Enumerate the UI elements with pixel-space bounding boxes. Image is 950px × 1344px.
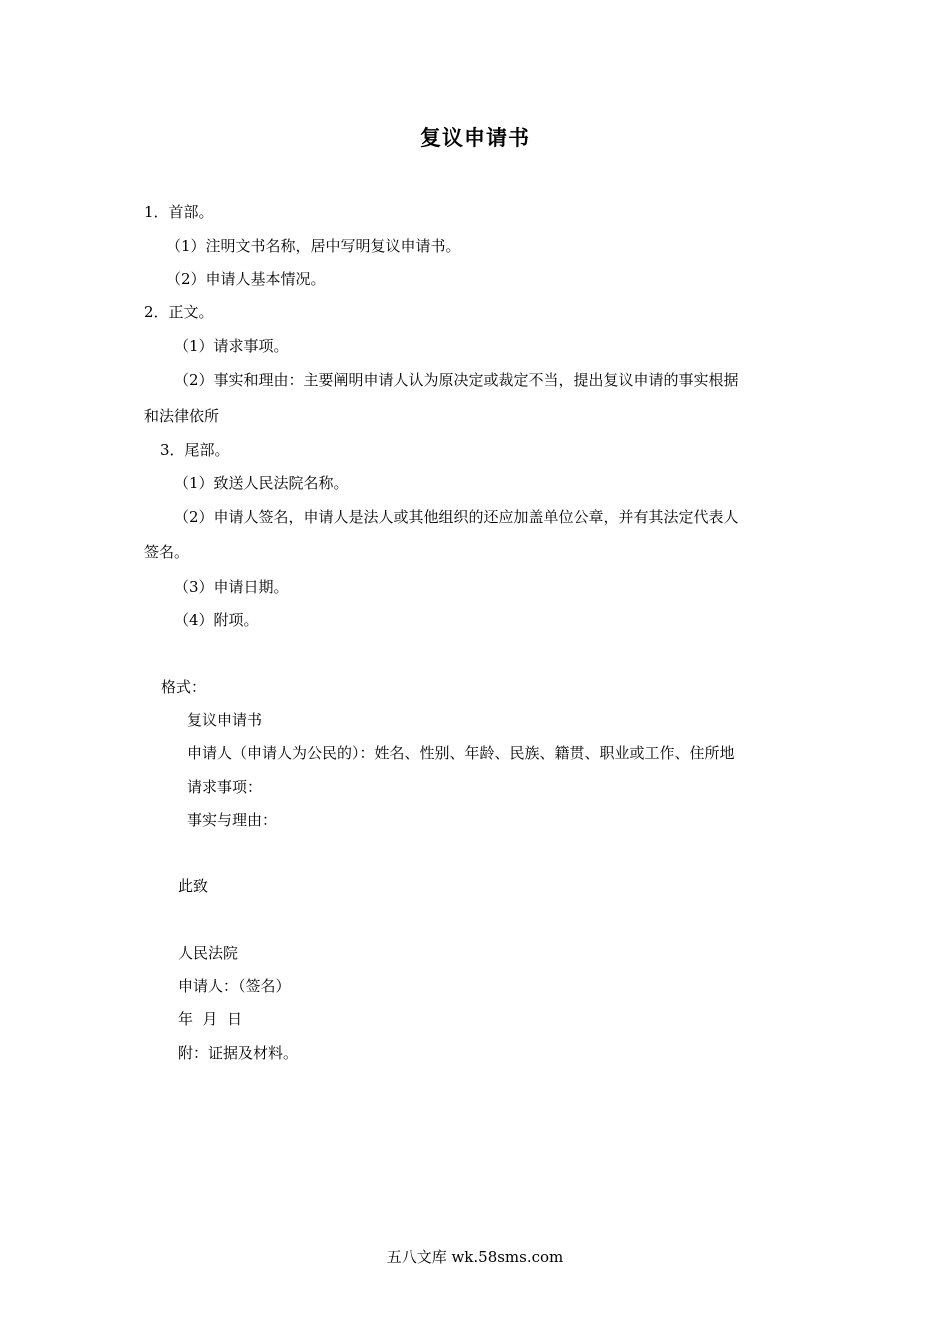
section-ending-item-4: （4）附项。 <box>174 611 259 629</box>
section-ending-item-3: （3）申请日期。 <box>174 578 289 596</box>
format-applicant: 申请人（申请人为公民的）：姓名、性别、年龄、民族、籍贯、职业或工作、住所地 <box>187 744 735 762</box>
format-facts: 事实与理由： <box>187 811 278 829</box>
section-header-item-1: （1）注明文书名称，居中写明复议申请书。 <box>166 237 461 255</box>
footer-watermark: 五八文库 wk.58sms.com <box>386 1248 564 1266</box>
format-request: 请求事项： <box>187 778 263 796</box>
section-header-heading: 1．首部。 <box>144 203 214 221</box>
section-header-item-2: （2）申请人基本情况。 <box>166 270 326 288</box>
format-salutation: 此致 <box>178 877 209 895</box>
document-title: 复议申请书 <box>420 125 530 150</box>
section-body-item-2-line-1: （2）事实和理由：主要阐明申请人认为原决定或裁定不当，提出复议申请的事实根据 <box>174 371 739 389</box>
format-doc-title: 复议申请书 <box>187 711 263 729</box>
section-ending-item-1: （1）致送人民法院名称。 <box>174 474 349 492</box>
format-signature: 申请人：（签名） <box>178 977 291 995</box>
section-ending-heading: 3．尾部。 <box>160 441 230 459</box>
format-attachment: 附：证据及材料。 <box>178 1044 299 1062</box>
format-court: 人民法院 <box>178 944 239 962</box>
format-label: 格式： <box>161 678 207 696</box>
section-ending-item-2-line-2: 签名。 <box>144 543 190 561</box>
section-body-item-2-line-2: 和法律依所 <box>144 407 220 425</box>
format-date: 年 月 日 <box>178 1010 243 1028</box>
section-ending-item-2-line-1: （2）申请人签名，申请人是法人或其他组织的还应加盖单位公章，并有其法定代表人 <box>174 508 739 526</box>
section-body-item-1: （1）请求事项。 <box>174 337 289 355</box>
section-body-heading: 2．正文。 <box>144 303 214 321</box>
